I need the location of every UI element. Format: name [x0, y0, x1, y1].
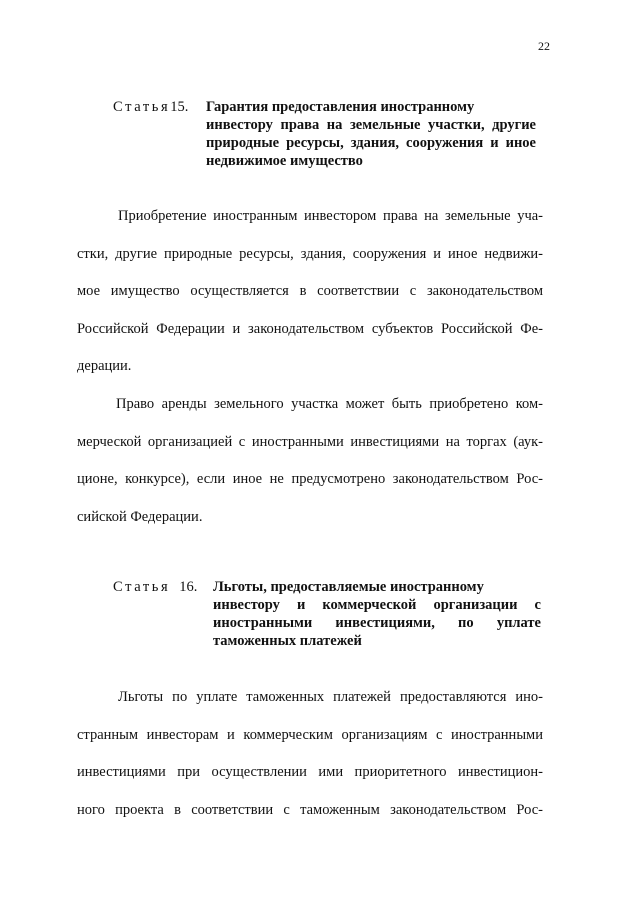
text-line: инвестициями при осуществлении ими приоритетного инвестицион- [77, 764, 543, 780]
article-15-title-line: инвестору права на земельные участки, другие [206, 117, 536, 133]
article-16-title-line: Льготы, предоставляемые иностранному [213, 579, 484, 595]
text-line: Российской Федерации и законодательством субъектов Российской Фе- [77, 320, 543, 337]
text-line: странным инвесторам и коммерческим организациям с иностранными [77, 726, 543, 743]
article-16-title-line: инвестору и коммерческой организации с [213, 597, 541, 613]
article-15-heading [113, 98, 553, 170]
text-line: ного проекта в соответствии с таможенным законодательством Рос- [77, 801, 543, 818]
article-15-paragraph-2 [77, 386, 543, 536]
page-number: 22 [538, 39, 550, 53]
article-15-paragraph-1 [77, 198, 543, 386]
text-line: стки, другие природные ресурсы, здания, сооружения и иное недвижи- [77, 245, 543, 262]
article-16-heading [113, 578, 553, 650]
article-15-title-line: Гарантия предоставления иностранному [206, 99, 475, 115]
text-line: Льготы по уплате таможенных платежей предоставляются ино- [118, 689, 543, 705]
article-15-title-line: природные ресурсы, здания, сооружения и иное [206, 135, 536, 151]
article-16-title-line: иностранными инвестициями, по уплате [213, 615, 541, 631]
text-line: Приобретение иностранным инвестором права на земельные уча- [118, 208, 543, 224]
article-15-label: Статья15. [113, 99, 189, 115]
article-15-title-line: недвижимое имущество [206, 153, 363, 169]
text-line: дерации. [77, 358, 132, 374]
article-16-title-line: таможенных платежей [213, 633, 362, 649]
article-16-title [213, 578, 541, 650]
text-line: мерческой организацией с иностранными инвестициями на торгах (аук- [77, 433, 543, 450]
article-16-label: Статья 16. [113, 579, 198, 595]
text-line: мое имущество осуществляется в соответствии с законодательством [77, 283, 543, 299]
text-line: сийской Федерации. [77, 508, 203, 525]
article-15-title [206, 98, 536, 170]
text-line: Право аренды земельного участка может быть приобретено ком- [116, 396, 543, 412]
article-16-paragraph-1 [77, 679, 543, 829]
text-line: ционе, конкурсе), если иное не предусмотрено законодательством Рос- [77, 471, 543, 487]
